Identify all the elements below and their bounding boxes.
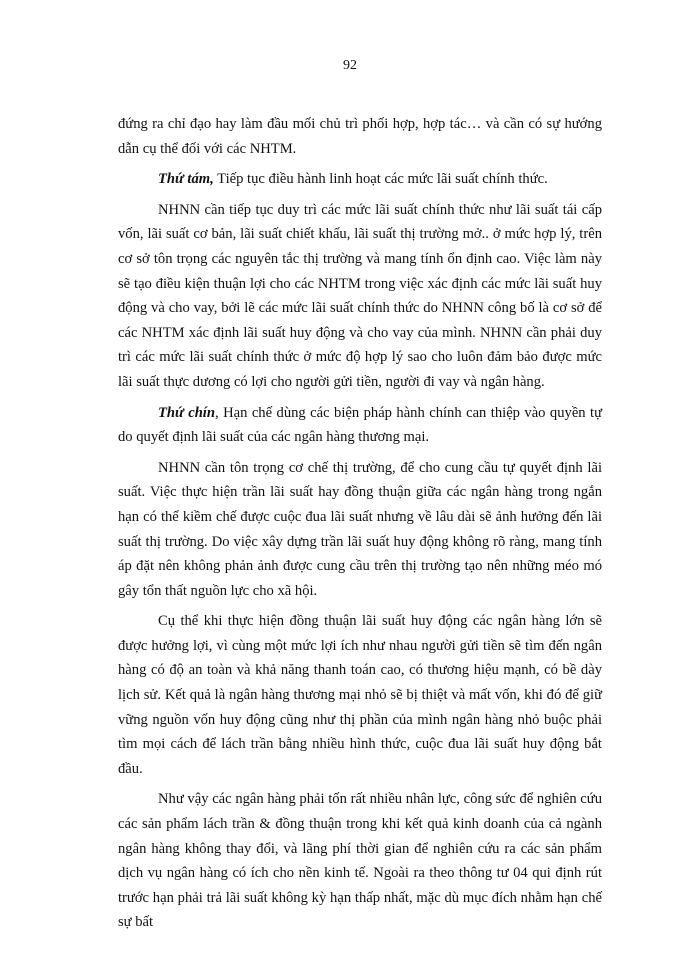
paragraph-4-lead: Thứ chín bbox=[158, 404, 215, 421]
paragraph-4-heading bbox=[118, 401, 602, 450]
page-number: 92 bbox=[343, 58, 357, 73]
paragraph-6 bbox=[118, 609, 602, 781]
paragraph-6-text: Cụ thể khi thực hiện đồng thuận lãi suất huy động các ngân hàng lớn sẽ được hưởng lợi, vì cùng một mức lợi ích như nhau người gửi tiền sẽ tìm đến ngân hàng có độ an toàn và khả năng thanh toán cao, có thương hiệu mạnh, có bề dày lịch sử. Kết quả là ngân hàng thương mại nhỏ sẽ bị thiệt và mất vốn, khi đó để giữ vững nguồn vốn huy động cũng như thị phần của mình ngân hàng nhỏ buộc phải tìm mọi cách để lách trần bằng nhiều hình thức, cuộc đua lãi suất huy động bắt đầu. bbox=[118, 613, 602, 777]
paragraph-2-heading bbox=[118, 167, 602, 192]
document-body bbox=[118, 112, 602, 941]
paragraph-3-text: NHNN cần tiếp tục duy trì các mức lãi suất chính thức như lãi suất tái cấp vốn, lãi suất cơ bản, lãi suất chiết khấu, lãi suất thị trường mở.. ở mức hợp lý, trên cơ sở tôn trọng các nguyên tắc thị trường và mang tính ổn định cao. Việc làm này sẽ tạo điều kiện thuận lợi cho các NHTM trong việc xác định các mức lãi suất huy động và cho vay, bởi lẽ các mức lãi suất chính thức do NHNN công bố là cơ sở để các NHTM xác định lãi suất huy động và cho vay của mình. NHNN cần phải duy trì các mức lãi suất chính thức ở mức độ hợp lý sao cho luôn đảm bảo được mức lãi suất thực dương có lợi cho người gửi tiền, người đi vay và ngân hàng. bbox=[118, 201, 602, 390]
paragraph-1 bbox=[118, 112, 602, 161]
paragraph-3 bbox=[118, 198, 602, 395]
paragraph-4-text: , Hạn chế dùng các biện pháp hành chính can thiệp vào quyền tự do quyết định lãi suất của các ngân hàng thương mại. bbox=[118, 404, 602, 446]
paragraph-5 bbox=[118, 456, 602, 604]
paragraph-7-text: Như vậy các ngân hàng phải tốn rất nhiều nhân lực, công sức để nghiên cứu các sản phẩm lách trần & đồng thuận trong khi kết quả kinh doanh của cả ngành ngân hàng không thay đổi, và lãng phí thời gian để nghiên cứu ra các sản phẩm dịch vụ ngân hàng có ích cho nền kinh tế. Ngoài ra theo thông tư 04 qui định rút trước hạn phải trả lãi suất không kỳ hạn thấp nhất, mặc dù mục đích nhằm hạn chế sự bất bbox=[118, 791, 602, 931]
paragraph-2-lead: Thứ tám, bbox=[158, 171, 214, 188]
paragraph-2-text: Tiếp tục điều hành linh hoạt các mức lãi suất chính thức. bbox=[213, 171, 548, 188]
paragraph-7 bbox=[118, 787, 602, 935]
paragraph-5-text: NHNN cần tôn trọng cơ chế thị trường, để cho cung cầu tự quyết định lãi suất. Việc thực hiện trần lãi suất hay đồng thuận giữa các ngân hàng trong ngắn hạn có thể kiềm chế được cuộc đua lãi suất nhưng về lâu dài sẽ ảnh hưởng đến lãi suất thị trường. Do việc xây dựng trần lãi suất huy động không rõ ràng, mang tính áp đặt nên không phản ảnh được cung cầu trên thị trường tạo nên những méo mó gây tổn thất nguồn lực cho xã hội. bbox=[118, 459, 602, 599]
paragraph-1-text: đứng ra chỉ đạo hay làm đầu mối chủ trì phối hợp, hợp tác… và cần có sự hướng dẫn cụ thể đối với các NHTM. bbox=[118, 116, 602, 157]
